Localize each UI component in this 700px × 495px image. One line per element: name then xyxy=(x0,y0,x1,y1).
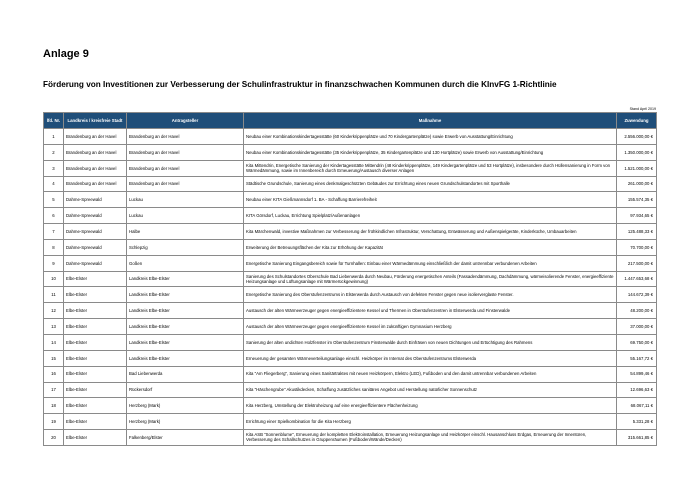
table-row xyxy=(44,271,657,287)
landkreis-cell: Elbe-Elster xyxy=(64,319,127,335)
row-number: 4 xyxy=(44,176,64,192)
antragsteller-cell: Brandenburg an der Havel xyxy=(127,160,244,176)
massnahme-cell: Erweiterung der Betreuungsflächen der Kita zur Erhöhung der Kapazität xyxy=(244,239,617,255)
table-row xyxy=(44,334,657,350)
landkreis-cell: Brandenburg an der Havel xyxy=(64,176,127,192)
landkreis-cell: Dahme-Spreewald xyxy=(64,255,127,271)
antragsteller-cell: Halbe xyxy=(127,224,244,240)
antragsteller-cell: Luckau xyxy=(127,192,244,208)
massnahme-cell: Sanierung des Schulstandortes Oberschule Bad Liebenwerda durch Neubau, Förderung energetischen Anteils (Fassadendämmung, Dachdämmung, wärmeisolierende Fenster, energieeffiziente Heizungsanlage und Lüftungsanlage mit Wärmerückgewinnung) xyxy=(244,271,617,287)
landkreis-cell: Brandenburg an der Havel xyxy=(64,144,127,160)
column-header-antragsteller: Antragsteller xyxy=(127,113,244,129)
table-row xyxy=(44,255,657,271)
antragsteller-cell: Brandenburg an der Havel xyxy=(127,129,244,145)
row-number: 20 xyxy=(44,430,64,446)
zuwendung-cell: 315.661,85 € xyxy=(617,430,657,446)
table-row xyxy=(44,208,657,224)
antragsteller-cell: Rückersdorf xyxy=(127,382,244,398)
table-row xyxy=(44,176,657,192)
antragsteller-cell: Luckau xyxy=(127,208,244,224)
row-number: 1 xyxy=(44,129,64,145)
row-number: 13 xyxy=(44,319,64,335)
massnahme-cell: Kita "Am Fliegerberg", Sanierung eines Sanitärtraktes mit neuen Heizkörpern, Elektro (LED), Fußboden und den damit untrennbar verbundenen Arbeiten xyxy=(244,366,617,382)
zuwendung-cell: 155.574,35 € xyxy=(617,192,657,208)
zuwendung-cell: 1.447.653,68 € xyxy=(617,271,657,287)
table-row xyxy=(44,160,657,176)
row-number: 19 xyxy=(44,414,64,430)
zuwendung-cell: 2.556.000,00 € xyxy=(617,129,657,145)
zuwendung-cell: 125.488,33 € xyxy=(617,224,657,240)
table-row xyxy=(44,350,657,366)
table-row xyxy=(44,303,657,319)
table-row xyxy=(44,287,657,303)
zuwendung-cell: 55.167,72 € xyxy=(617,350,657,366)
row-number: 9 xyxy=(44,255,64,271)
landkreis-cell: Elbe-Elster xyxy=(64,366,127,382)
massnahme-cell: Kita "Häschengrube" Akustikdecken, Schaffung zusätzliches sanitäres Angebot und Herstellung natürlicher Sonnenschutz xyxy=(244,382,617,398)
antragsteller-cell: Landkreis Elbe-Elster xyxy=(127,319,244,335)
landkreis-cell: Elbe-Elster xyxy=(64,430,127,446)
row-number: 18 xyxy=(44,398,64,414)
row-number: 7 xyxy=(44,224,64,240)
row-number: 17 xyxy=(44,382,64,398)
column-header-massnahme: Maßnahme xyxy=(244,113,617,129)
massnahme-cell: Kita Herzberg, Umstellung der Elektroheizung auf eine energieeffizientere Flächenheizung xyxy=(244,398,617,414)
table-row xyxy=(44,319,657,335)
landkreis-cell: Elbe-Elster xyxy=(64,334,127,350)
landkreis-cell: Dahme-Spreewald xyxy=(64,224,127,240)
zuwendung-cell: 1.521.000,00 € xyxy=(617,160,657,176)
massnahme-cell: Sanierung der alten undichten Holzfenster im Oberstufenzentrum Finsterwalde durch Einfräsen von neuen Dichtungen und Ertüchtigung des Rahmens xyxy=(244,334,617,350)
antragsteller-cell: Landkreis Elbe-Elster xyxy=(127,334,244,350)
table-row xyxy=(44,224,657,240)
massnahme-cell: Errichtung einer Spielkombination für die Kita Herzberg xyxy=(244,414,617,430)
column-header-zuwendung: Zuwendung xyxy=(617,113,657,129)
antragsteller-cell: Schlepzig xyxy=(127,239,244,255)
antragsteller-cell: Falkenberg/Elster xyxy=(127,430,244,446)
page-title: Anlage 9 xyxy=(43,48,89,60)
antragsteller-cell: Bad Liebenwerda xyxy=(127,366,244,382)
massnahme-cell: Austausch der alten Wärmeerzeuger gegen energieeffizientere Kessel und Thermen in Oberstufenzentren in Elsterwerda und Finsterwalde xyxy=(244,303,617,319)
row-number: 11 xyxy=(44,287,64,303)
table-row xyxy=(44,382,657,398)
column-header-nr: lfd. Nr. xyxy=(44,113,64,129)
row-number: 15 xyxy=(44,350,64,366)
massnahme-cell: Kita Märchenwald, investive Maßnahmen zur Verbesserung der frühkindlichen Infrastruktur, Verschattung, Entwässerung und Außenspielgeräte, Kinderküche, Umbauarbeiten xyxy=(244,224,617,240)
landkreis-cell: Dahme-Spreewald xyxy=(64,208,127,224)
table-row xyxy=(44,366,657,382)
antragsteller-cell: Landkreis Elbe-Elster xyxy=(127,303,244,319)
massnahme-cell: Austausch der alten Wärmeerzeuger gegen energieeffizientere Kessel im zukünftigen Gymnasium Herzberg xyxy=(244,319,617,335)
massnahme-cell: KITA Görsdorf, Luckau, Errichtung Spielplatz/Außenanlagen xyxy=(244,208,617,224)
landkreis-cell: Elbe-Elster xyxy=(64,398,127,414)
row-number: 14 xyxy=(44,334,64,350)
antragsteller-cell: Landkreis Elbe-Elster xyxy=(127,287,244,303)
table-row xyxy=(44,239,657,255)
zuwendung-cell: 68.067,11 € xyxy=(617,398,657,414)
zuwendung-cell: 69.750,00 € xyxy=(617,334,657,350)
antragsteller-cell: Herzberg (Mark) xyxy=(127,414,244,430)
table-row xyxy=(44,144,657,160)
row-number: 3 xyxy=(44,160,64,176)
table-row xyxy=(44,398,657,414)
table-row xyxy=(44,129,657,145)
antragsteller-cell: Brandenburg an der Havel xyxy=(127,144,244,160)
zuwendung-cell: 12.696,63 € xyxy=(617,382,657,398)
zuwendung-cell: 217.500,00 € xyxy=(617,255,657,271)
zuwendung-cell: 5.331,28 € xyxy=(617,414,657,430)
zuwendung-cell: 70.700,00 € xyxy=(617,239,657,255)
landkreis-cell: Elbe-Elster xyxy=(64,303,127,319)
landkreis-cell: Dahme-Spreewald xyxy=(64,239,127,255)
table-row xyxy=(44,192,657,208)
massnahme-cell: Kita Mittendrin, Energetische Sanierung der Kindertagesstätte Mittendrin (48 Kinderkrippenplätze, 149 Kindergartenplätze und 53 Hortplätze), insbesondere durch Hüllensanierung in Form von Wärmedämmung, sowie im Innenbereich durch Erneuerung/Austausch diverser Anlagen xyxy=(244,160,617,176)
row-number: 10 xyxy=(44,271,64,287)
table-row xyxy=(44,430,657,446)
massnahme-cell: Neubau einer KITA Gießmannsdorf 1. BA - Schaffung Barrierefreiheit xyxy=(244,192,617,208)
antragsteller-cell: Goßen xyxy=(127,255,244,271)
landkreis-cell: Dahme-Spreewald xyxy=(64,192,127,208)
zuwendung-cell: 1.350.000,00 € xyxy=(617,144,657,160)
stand-date: Stand April 2019 xyxy=(629,107,656,111)
column-header-landkreis: Landkreis / kreisfreie Stadt xyxy=(64,113,127,129)
row-number: 2 xyxy=(44,144,64,160)
funding-table xyxy=(43,112,657,446)
document-heading: Förderung von Investitionen zur Verbesserung der Schulinfrastruktur in finanzschwachen Kommunen durch die KInvFG 1-Richtlinie xyxy=(43,80,557,89)
antragsteller-cell: Landkreis Elbe-Elster xyxy=(127,350,244,366)
antragsteller-cell: Landkreis Elbe-Elster xyxy=(127,271,244,287)
landkreis-cell: Elbe-Elster xyxy=(64,382,127,398)
zuwendung-cell: 37.000,00 € xyxy=(617,319,657,335)
landkreis-cell: Brandenburg an der Havel xyxy=(64,160,127,176)
landkreis-cell: Elbe-Elster xyxy=(64,271,127,287)
zuwendung-cell: 261.000,00 € xyxy=(617,176,657,192)
row-number: 8 xyxy=(44,239,64,255)
row-number: 12 xyxy=(44,303,64,319)
zuwendung-cell: 54.899,46 € xyxy=(617,366,657,382)
zuwendung-cell: 48.200,00 € xyxy=(617,303,657,319)
landkreis-cell: Elbe-Elster xyxy=(64,414,127,430)
table-row xyxy=(44,414,657,430)
antragsteller-cell: Herzberg (Mark) xyxy=(127,398,244,414)
landkreis-cell: Elbe-Elster xyxy=(64,287,127,303)
row-number: 16 xyxy=(44,366,64,382)
massnahme-cell: Kita ASB "Sonnenblume", Erneuerung der kompletten Elektroinstallation, Erneuerung Heizungsanlage und Heizkörper einschl. Hausanschluss Erdgas, Erneuerung der Innentüren, Verbesserung des Schallschutzes in Gruppenräumen (Fußboden/Wände/Decken) xyxy=(244,430,617,446)
row-number: 5 xyxy=(44,192,64,208)
massnahme-cell: Erneuerung der gesamten Wärmeverteilungsanlage einschl. Heizkörper im Internat des Oberstufenzentrums Elsterwerda xyxy=(244,350,617,366)
massnahme-cell: Neubau einer Kombinationskindertagesstätte (35 Kinderkrippenplätze, 35 Kindergartenplätze und 130 Hortplätze) sowie Erwerb von Ausstattung/Einrichtung xyxy=(244,144,617,160)
zuwendung-cell: 144.672,39 € xyxy=(617,287,657,303)
massnahme-cell: Städtische Grundschule, Sanierung eines denkmalgeschützten Gebäudes zur Errichtung eines neuen Grundschulstandortes mit Sporthalle xyxy=(244,176,617,192)
antragsteller-cell: Brandenburg an der Havel xyxy=(127,176,244,192)
massnahme-cell: Neubau einer Kombinationskindertagesstätte (60 Kinderkrippenplätze und 70 Kindergartenplätze) sowie Erwerb von Ausstattung/Einrichtung xyxy=(244,129,617,145)
landkreis-cell: Brandenburg an der Havel xyxy=(64,129,127,145)
row-number: 6 xyxy=(44,208,64,224)
massnahme-cell: Energetische Sanierung des Oberstufenzentrums in Elsterwerda durch Austausch von defekten Fenster gegen neue isolierverglaste Fenster. xyxy=(244,287,617,303)
massnahme-cell: Energetische Sanierung Eingangsbereich sowie für Turnhallen: Einbau einer Wärmedämmung einschließlich der damit untrennbar verbundenen Arbeiten xyxy=(244,255,617,271)
table-header-row xyxy=(44,113,657,129)
landkreis-cell: Elbe-Elster xyxy=(64,350,127,366)
zuwendung-cell: 97.934,65 € xyxy=(617,208,657,224)
